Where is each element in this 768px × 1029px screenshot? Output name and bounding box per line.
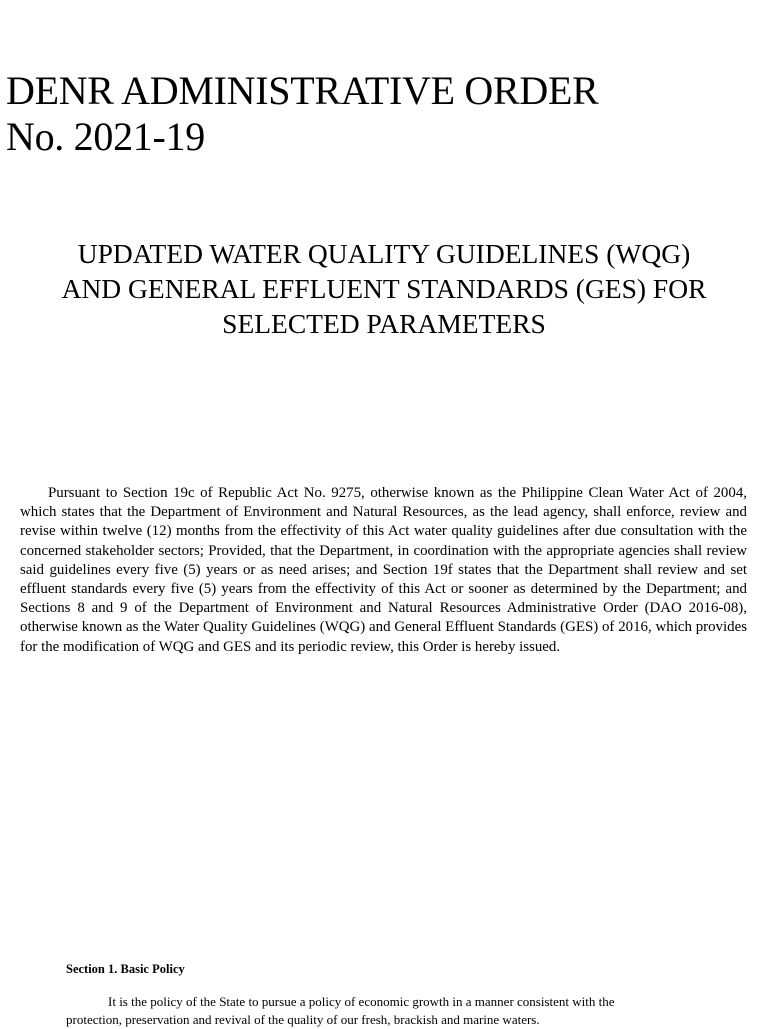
document-title: [6, 68, 599, 160]
document-subtitle-line-3: SELECTED PARAMETERS: [222, 308, 546, 339]
document-subtitle-line-1: UPDATED WATER QUALITY GUIDELINES (WQG): [77, 238, 691, 269]
section-1-heading: Section 1. Basic Policy: [66, 962, 185, 976]
document-subtitle: [0, 236, 768, 341]
document-title-line-1: DENR ADMINISTRATIVE ORDER: [6, 68, 599, 113]
document-title-line-2: No. 2021-19: [6, 114, 205, 159]
document-subtitle-line-2: AND GENERAL EFFLUENT STANDARDS (GES) FOR: [61, 273, 707, 304]
section-1-body: It is the policy of the State to pursue a policy of economic growth in a manner consistent with the protection, preservation and revival of the quality of our fresh, brackish and marine waters.: [66, 994, 615, 1027]
preamble-paragraph: Pursuant to Section 19c of Republic Act No. 9275, otherwise known as the Philippine Clean Water Act of 2004, which states that the Department of Environment and Natural Resources, as the lead agency, shall enforce, review and revise within twelve (12) months from the effectivity of this Act water quality guidelines after due consultation with the concerned stakeholder sectors; Provided, that the Department, in coordination with the appropriate agencies shall review said guidelines every five (5) years or as need arises; and Section 19f states that the Department shall review and set effluent standards every five (5) years from the effectivity of this Act or sooner as determined by the Department; and Sections 8 and 9 of the Department of Environment and Natural Resources Administrative Order (DAO 2016-08), otherwise known as the Water Quality Guidelines (WQG) and General Effluent Standards (GES) of 2016, which provides for the modification of WQG and GES and its periodic review, this Order is hereby issued.: [20, 485, 747, 655]
